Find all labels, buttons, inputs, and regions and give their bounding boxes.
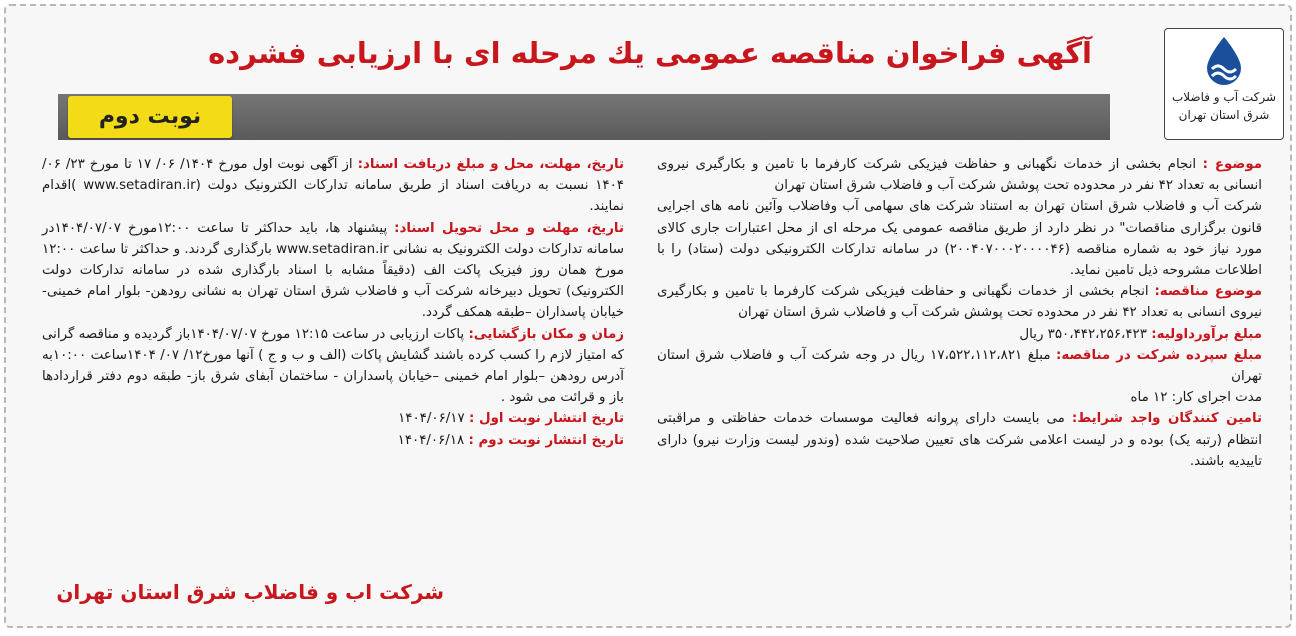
tender-subject-text: انجام بخشی از خدمات نگهبانی و حفاظت فیزیکی شرکت کارفرما با تامین و بکارگیری نیروی انسانی به تعداد ۴۲ نفر در محدوده تحت پوشش شرکت آب و فاضلاب شرق استان تهران bbox=[657, 284, 1262, 321]
subject-text: انجام بخشی از خدمات نگهبانی و حفاظت فیزیکی شرکت کارفرما با تامین و بکارگیری نیروی انسانی به تعداد ۴۲ نفر در محدوده تحت پوشش شرکت آب و فاضلاب شرق استان تهران bbox=[657, 157, 1262, 194]
deposit-label: مبلغ سپرده شرکت در مناقصه: bbox=[1056, 347, 1262, 363]
left-column bbox=[42, 154, 624, 451]
docs-label: تاریخ، مهلت، محل و مبلغ دریافت اسناد: bbox=[357, 157, 624, 172]
opening-paragraph bbox=[42, 324, 624, 409]
docs-paragraph bbox=[42, 154, 624, 218]
company-logo bbox=[1164, 28, 1284, 140]
logo-line2: شرق استان تهران bbox=[1178, 108, 1270, 122]
logo-line1: شرکت آب و فاضلاب bbox=[1171, 90, 1277, 104]
pub1-label: تاریخ انتشار نوبت اول : bbox=[468, 411, 624, 427]
tender-subject-label: موضوع مناقصه: bbox=[1154, 284, 1263, 300]
conditions-text: می بایست دارای پروانه فعالیت موسسات خدمات حفاظتی و مراقبتی انتظام (رتبه یک) بوده و در لیست اعلامی شرکت های تعیین صلاحیت شده (وندور لیست وزارت نیرو) دارای تاییدیه باشند. bbox=[657, 411, 1262, 469]
pub1-date: ۱۴۰۴/۰۶/۱۷ bbox=[398, 411, 465, 427]
deadline-text: پیشنهاد ها، باید حداکثر تا ساعت ۱۲:۰۰مورخ ۱۴۰۴/۰۷/۰۷در سامانه تدارکات دولت الکترونیک به نشانی www.setadiran.ir بارگذاری گردند. و حداکثر تا ساعت ۱۲:۰۰ مورخ همان روز فیزیک پاکت الف (دقیقاً مشابه با اسناد بارگذاری شده در سامانه تدارکات دولت الکترونیک) تحویل دبیرخانه شرکت آب و فاضلاب شرق استان تهران به نشانی رودهن- بلوار امام خمینی- خیابان پاسداران –طبقه همکف گردد. bbox=[42, 220, 624, 321]
deposit-paragraph bbox=[657, 345, 1262, 387]
opening-text: پاکات ارزیابی در ساعت ۱۲:۱۵ مورخ ۱۴۰۴/۰۷/۰۷باز گردیده و مناقصه گرانی که امتیاز لازم را کسب کرده باشند گشایش پاکات (الف و ب و ج ) آنها مورخ۱۲/ ۰۷/ ۱۴۰۴ساعت ۱۰:۰۰به آدرس رودهن –بلوار امام خمینی –خیابان پاسداران - ساختمان آبفای شرق باز- طبقه دوم دفتر قراردادها باز و قرائت می شود . bbox=[42, 326, 625, 406]
opening-label: زمان و مکان بازگشایی: bbox=[468, 326, 624, 342]
estimate-paragraph bbox=[657, 324, 1262, 345]
pub1-paragraph bbox=[42, 408, 624, 429]
estimate-value: ۳۵۰،۴۴۲،۲۵۶،۴۲۳ ریال bbox=[1019, 326, 1147, 342]
conditions-paragraph bbox=[657, 408, 1262, 472]
conditions-label: تامین کنندگان واجد شرایط: bbox=[1071, 411, 1263, 427]
right-column bbox=[657, 154, 1262, 472]
intro-paragraph: شرکت آب و فاضلاب شرق استان تهران به استناد شرکت های سهامی آب وفاضلاب وآئین نامه های اجرایی قانون برگزاری مناقصات" در نظر دارد از طریق مناقصه عمومی یک مرحله ای از محل اعتبارات جاری کالای مورد نیاز خود به شماره مناقصه (۲۰۰۴۰۷۰۰۰۲۰۰۰۰۴۶) در سامانه تدارکات الکترونیکی دولت (ستاد) را با اطلاعات مشروحه ذیل تامین نماید. bbox=[657, 199, 1262, 279]
subject-label: موضوع : bbox=[1202, 157, 1263, 172]
docs-text: از آگهی نوبت اول مورخ ۱۴۰۴/ ۰۶/ ۱۷ تا مورخ ۲۳/ ۰۶/ ۱۴۰۴ نسبت به دریافت اسناد از طریق سامانه تدارکات الکترونیک دولت (www.setadiran.ir )اقدام نمایند. bbox=[42, 157, 624, 215]
signature: شرکت اب و فاضلاب شرق استان تهران bbox=[56, 580, 444, 604]
page-title: آگهی فراخوان مناقصه عمومی یك مرحله ای با ارزیابی فشرده bbox=[208, 36, 1092, 70]
tender-subject-paragraph bbox=[657, 281, 1262, 323]
tender-notice bbox=[4, 4, 1292, 628]
deposit-value: مبلغ ۱۷،۵۲۲،۱۱۲،۸۲۱ ریال در وجه شرکت آب و فاضلاب شرق استان تهران bbox=[657, 347, 1262, 385]
estimate-label: مبلغ برآورداولیه: bbox=[1151, 326, 1262, 342]
pub2-label: تاریخ انتشار نوبت دوم : bbox=[468, 432, 624, 448]
water-company-logo-icon bbox=[1201, 35, 1247, 87]
subject-paragraph bbox=[657, 154, 1262, 196]
pub2-date: ۱۴۰۴/۰۶/۱۸ bbox=[397, 432, 465, 448]
pub2-paragraph bbox=[42, 430, 624, 451]
deadline-paragraph bbox=[42, 218, 624, 324]
duration-paragraph: مدت اجرای کار: ۱۲ ماه bbox=[1130, 390, 1262, 406]
deadline-label: تاریخ، مهلت و محل تحویل اسناد: bbox=[394, 220, 624, 236]
turn-badge: نوبت دوم bbox=[68, 96, 232, 138]
